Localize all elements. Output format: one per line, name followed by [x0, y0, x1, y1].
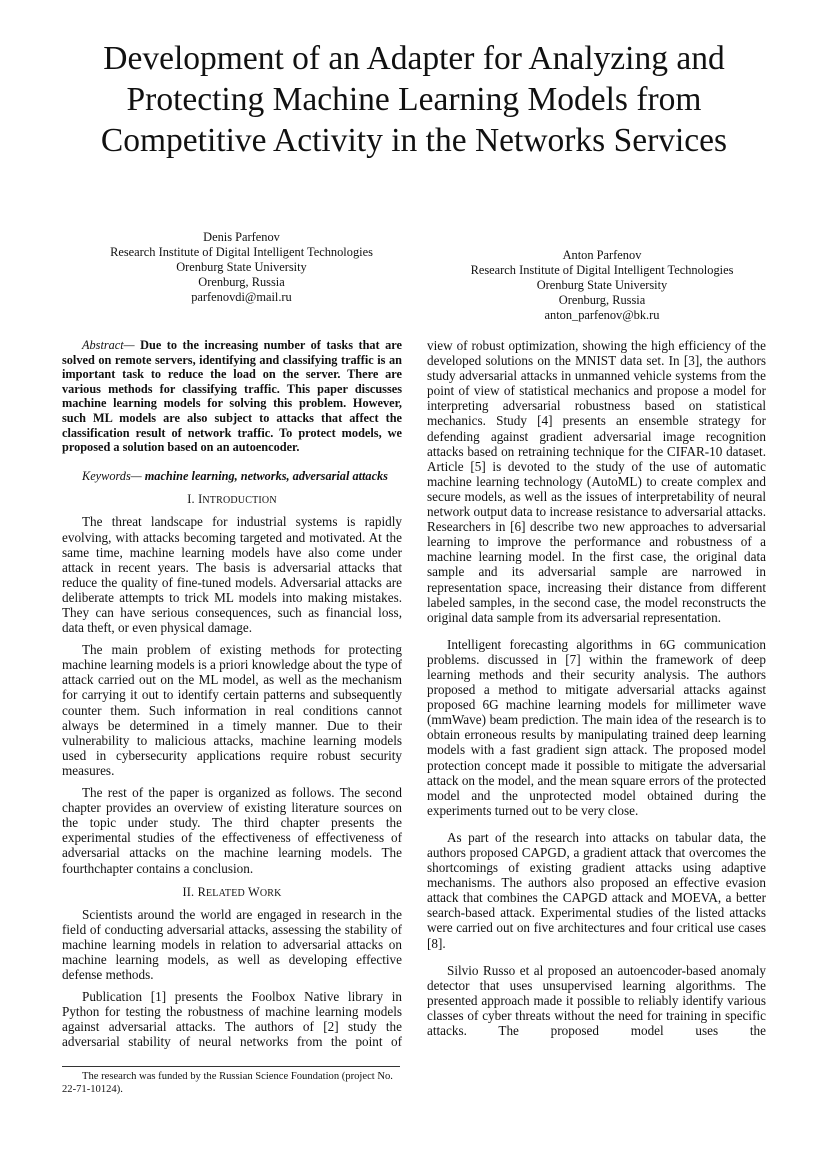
section-title-initial: R: [197, 884, 206, 899]
paragraph: The threat landscape for industrial systems is rapidly evolving, with attacks becoming targeted and motivated. At the same time, machine learning models have also come under attack in recent years. The basis is adversarial attacks that reduce the quality of fine-tuned models. Adversarial attacks are deliberate attempts to trick ML models into making mistakes. They can have serious consequences, such as financial loss, data theft, or even physical damage.: [62, 514, 402, 636]
author-email: parfenovdi@mail.ru: [191, 290, 292, 304]
footnote: The research was funded by the Russian Science Foundation (project No. 22-71-10124).: [62, 1071, 393, 1095]
author-name: Denis Parfenov: [203, 230, 280, 244]
right-column: [427, 338, 766, 1038]
author-block-1: [60, 230, 423, 305]
paragraph: Publication [1] presents the Foolbox Native library in Python for testing the robustness of machine learning models against adversarial attacks. The authors of [2] study the adversarial stability of neural networks from the point of: [62, 989, 402, 1050]
paragraph: Intelligent forecasting algorithms in 6G communication problems. discussed in [7] within the framework of deep learning methods and their security analysis. The authors proposed a method to mitigate adversarial attacks against proposed 6G machine learning models for millimeter wave (mmWave) beam prediction. The main idea of the research is to obtain erroneous results by manipulating trained deep learning models with a fast gradient sign attack. The proposed model protection concept made it possible to mitigate the adversarial attack on the model, and the mean square errors of the protected model and the unprotected model obtained during the experiments turned out to be very close.: [427, 636, 766, 818]
abstract-text: Due to the increasing number of tasks that are solved on remote servers, identifying and classifying traffic is an important task to reduce the load on the server. There are various methods for classifying traffic. This paper discusses machine learning models for solving this problem. However, such ML models are also subject to attacks that affect the classification result of network traffic. To protect models, we proposed a solution based on an autoencoder.: [62, 338, 402, 455]
footnote-divider: [62, 1066, 400, 1067]
author-email: anton_parfenov@bk.ru: [544, 308, 660, 322]
section-title-rest: NTRODUCTION: [202, 495, 277, 507]
title-line: Competitive Activity in the Networks Services: [100, 122, 728, 159]
abstract: [62, 338, 402, 455]
title-line: Development of an Adapter for Analyzing and: [103, 40, 725, 77]
author-institute: Research Institute of Digital Intelligent Technologies: [470, 263, 734, 277]
abstract-label: Abstract—: [82, 338, 135, 352]
paragraph: Silvio Russo et al proposed an autoencoder-based anomaly detector that uses unsupervised learning algorithms. The presented approach made it possible to reliably identify various classes of cyber threats without the need for training in specific attacks. The proposed model uses the: [427, 962, 766, 1039]
author-block-2: [420, 248, 784, 323]
keywords: [62, 469, 402, 484]
keywords-text: machine learning, networks, adversarial attacks: [141, 468, 388, 483]
left-column: [62, 338, 402, 1050]
paragraph: As part of the research into attacks on tabular data, the authors proposed CAPGD, a gradient attack that overcomes the shortcomings of existing gradient attacks using adaptive mechanisms. The authors also proposed an effective evasion attack that combines the CAPGD attack and MOEVA, a better search-based attack. Experimental studies of the listed attacks were carried out on five architectures and four critical use cases [8].: [427, 829, 766, 951]
section-number: I.: [187, 492, 195, 507]
author-university: Orenburg State University: [176, 260, 307, 274]
author-name: Anton Parfenov: [562, 248, 642, 262]
paragraph: view of robust optimization, showing the high efficiency of the developed solutions on the MNIST data set. In [3], the authors study adversarial attacks in unmanned vehicle systems from the point of view of statistical mechanics and propose a model for interpreting adversarial robustness based on statistical mechanics. Study [4] presents an ensemble strategy for defending against gradient adversarial image recognition attacks based on retraining technique for the CIFAR-10 dataset. Article [5] is devoted to the study of the use of automatic machine learning technology (AutoML) to create complex and secure models, as well as the issues of interpretability of neural network output data to increase resistance to adversarial attacks. Researchers in [6] describe two new approaches to adversarial learning to improve the performance and robustness of a machine learning model. In the first case, the original data sample and its adversarial sample are narrowed in representation space, increasing their distance from different labeled samples, in the second case, the model reconstructs the original data sample from its adversarial representation.: [427, 338, 766, 625]
section-number: II.: [182, 884, 195, 899]
paper-title: [60, 38, 768, 161]
paragraph: Scientists around the world are engaged in research in the field of conducting adversarial attacks, assessing the stability of machine learning models in relation to adversarial attacks on machine learning models, as well as developing effective defense methods.: [62, 906, 402, 983]
title-line: Protecting Machine Learning Models from: [126, 81, 702, 118]
author-city: Orenburg, Russia: [198, 275, 285, 289]
section-title-initial: W: [248, 884, 260, 899]
section-title-rest: ORK: [259, 887, 282, 899]
section-heading-introduction: [62, 492, 402, 508]
section-heading-related-work: [62, 885, 402, 901]
section-title-initial: I: [198, 492, 203, 507]
author-city: Orenburg, Russia: [558, 293, 646, 307]
author-institute: Research Institute of Digital Intelligent Technologies: [110, 245, 373, 259]
section-title-rest: ELATED: [206, 887, 245, 899]
paragraph: The rest of the paper is organized as follows. The second chapter provides an overview of existing literature sources on the topic under study. The third chapter presents the experimental studies of the effectiveness of effectiveness of adversarial attacks on the machine learning models. The fourthchapter contains a conclusion.: [62, 785, 402, 876]
author-university: Orenburg State University: [536, 278, 668, 292]
paragraph: The main problem of existing methods for protecting machine learning models is a priori knowledge about the type of attack carried out on the ML model, as well as the mechanism for carrying it out to identify certain patterns and subsequently counter them. Such information in real conditions cannot always be determined in a timely manner. Due to their vulnerability to malicious attacks, machine learning models used in cybersecurity applications require robust security measures.: [62, 642, 402, 778]
keywords-label: Keywords—: [82, 468, 142, 483]
